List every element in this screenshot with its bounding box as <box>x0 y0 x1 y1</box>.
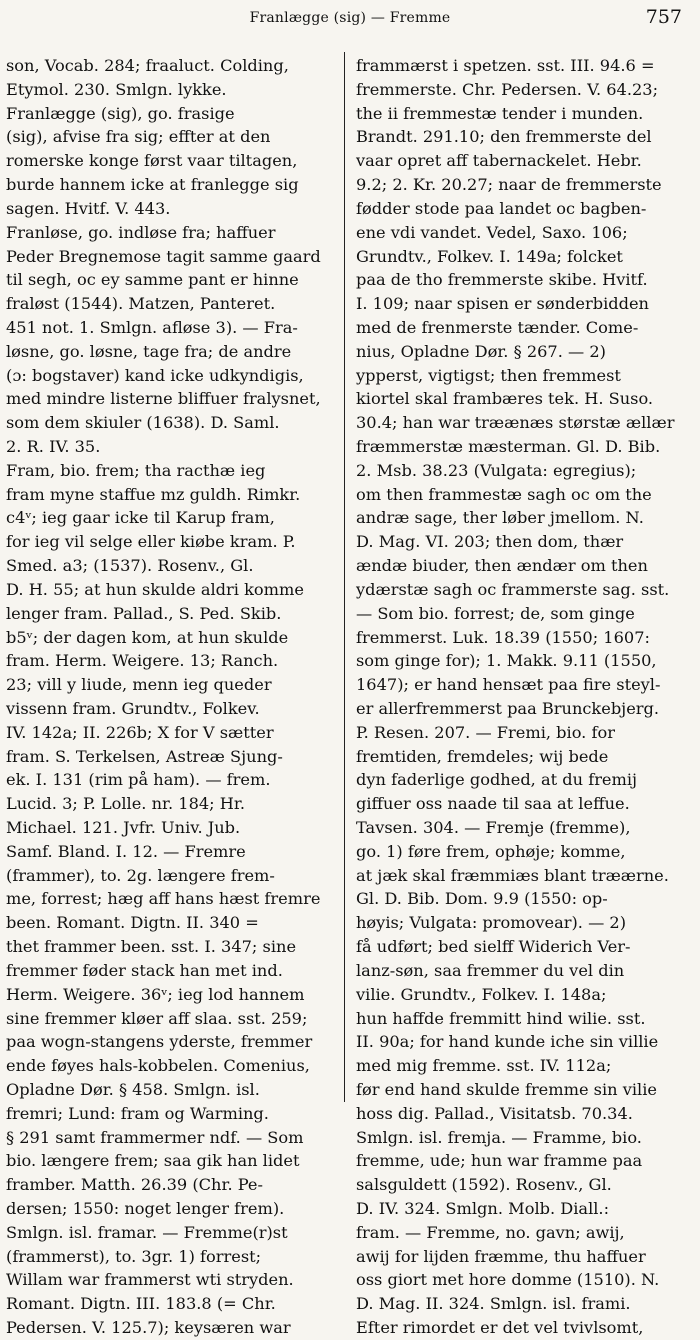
text-line: 1647); er hand hensæt paa fire steyl- <box>356 675 661 695</box>
text-line: Smed. a3; (1537). Rosenv., Gl. <box>6 556 254 576</box>
text-line: c4ᵛ; ieg gaar icke til Karup fram, <box>6 508 275 528</box>
text-line: som dem skiuler (1638). D. Saml. <box>6 413 280 433</box>
text-line: Efter rimordet er det vel tvivlsomt, <box>356 1318 644 1338</box>
text-line: andræ sage, ther løber jmellom. N. <box>356 508 644 528</box>
text-line: Willam war frammerst wti stryden. <box>6 1270 294 1290</box>
page-number: 757 <box>645 6 682 28</box>
text-line: Peder Bregnemose tagit samme gaard <box>6 246 321 266</box>
text-line: Pedersen. V. 125.7); keysæren war <box>6 1318 291 1338</box>
text-line: fræmmerstæ mæsterman. Gl. D. Bib. <box>356 437 661 456</box>
text-line: Opladne Dør. § 458. Smlgn. isl. <box>6 1079 260 1099</box>
text-line: med mig fremme. sst. IV. 112a; <box>356 1056 612 1076</box>
text-line: b5ᵛ; der dagen kom, at hun skulde <box>6 627 289 647</box>
text-line: (sig), afvise fra sig; effter at den <box>6 127 271 147</box>
text-line: burde hannem icke at franlegge sig <box>6 175 299 195</box>
text-line: til segh, oc ey samme pant er hinne <box>6 270 299 290</box>
text-line: fødder stode paa landet oc bagben- <box>356 198 647 218</box>
text-line: Romant. Digtn. III. 183.8 (= Chr. <box>6 1294 276 1314</box>
text-line: dyn faderlige godhed, at du fremij <box>356 770 638 790</box>
text-line: ene vdi vandet. Vedel, Saxo. 106; <box>356 222 628 242</box>
text-line: vaar opret aff tabernackelet. Hebr. <box>356 151 642 171</box>
text-line: go. 1) føre frem, ophøje; komme, <box>356 841 626 861</box>
text-line: D. IV. 324. Smlgn. Molb. Diall.: <box>356 1199 610 1218</box>
text-line: IV. 142a; II. 226b; X for V sætter <box>6 722 274 742</box>
column-divider <box>344 52 345 1102</box>
text-line: me, forrest; hæg aff hans hæst fremre <box>6 889 321 909</box>
text-line: I. 109; naar spisen er sønderbidden <box>356 294 649 314</box>
text-line: fremmerst. Luk. 18.39 (1550; 1607: <box>356 627 650 647</box>
text-line: Smlgn. isl. fremja. — Framme, bio. <box>356 1127 642 1147</box>
text-line: Etymol. 230. Smlgn. lykke. <box>6 79 227 99</box>
text-line: fremmerste. Chr. Pedersen. V. 64.23; <box>356 79 659 99</box>
text-line: med de frenmerste tænder. Come- <box>356 317 639 337</box>
text-line: fremtiden, fremdeles; wij bede <box>356 746 609 766</box>
text-line: ændæ biuder, then ændær om then <box>356 556 648 576</box>
text-line: 9.2; 2. Kr. 20.27; naar de fremmerste <box>356 175 662 195</box>
text-line: med mindre listerne bliffuer fralysnet, <box>6 389 321 409</box>
text-line: awij for lijden fræmme, thu haffuer <box>356 1246 646 1266</box>
text-line: bio. længere frem; saa gik han lidet <box>6 1151 300 1171</box>
text-line: sagen. Hvitf. V. 443. <box>6 198 171 218</box>
text-line: om then frammestæ sagh oc om the <box>356 484 652 504</box>
text-line: Franløse, go. indløse fra; haffuer <box>6 222 276 242</box>
text-line: løsne, go. løsne, tage fra; de andre <box>6 341 292 361</box>
text-line: frammærst i spetzen. sst. III. 94.6 = <box>356 56 655 75</box>
text-line: framber. Matth. 26.39 (Chr. Pe- <box>6 1175 263 1195</box>
text-line: oss giort met hore domme (1510). N. <box>356 1270 660 1290</box>
text-line: D. Mag. II. 324. Smlgn. isl. frami. <box>356 1294 631 1314</box>
text-line: P. Resen. 207. — Fremi, bio. for <box>356 722 615 742</box>
text-line: fram. S. Terkelsen, Astreæ Sjung- <box>6 746 283 766</box>
text-line: at jæk skal fræmmiæs blant træærne. <box>356 865 669 885</box>
text-line: vissenn fram. Grundtv., Folkev. <box>6 698 260 718</box>
text-line: lenger fram. Pallad., S. Ped. Skib. <box>6 603 282 623</box>
text-line: § 291 samt frammermer ndf. — Som <box>6 1127 304 1147</box>
text-line: Gl. D. Bib. Dom. 9.9 (1550: op- <box>356 889 608 909</box>
text-line: fremme, ude; hun war framme paa <box>356 1151 643 1171</box>
text-line: Tavsen. 304. — Fremje (fremme), <box>356 818 631 837</box>
text-line: 23; vill y liude, menn ieg queder <box>6 675 272 695</box>
text-line: Fram, bio. frem; tha racthæ ieg <box>6 460 266 480</box>
text-line: få udført; bed sielff Widerich Ver- <box>356 937 631 957</box>
text-line: giffuer oss naade til saa at leffue. <box>356 794 630 814</box>
text-line: Brandt. 291.10; den fremmerste del <box>356 127 652 147</box>
text-line: Franlægge (sig), go. frasige <box>6 103 235 123</box>
text-line: (frammerst), to. 3gr. 1) forrest; <box>6 1246 262 1266</box>
text-line: son, Vocab. 284; fraaluct. Colding, <box>6 56 289 75</box>
text-line: fraløst (1544). Matzen, Panteret. <box>6 294 276 314</box>
text-line: 2. Msb. 38.23 (Vulgata: egregius); <box>356 460 637 480</box>
text-line: vilie. Grundtv., Folkev. I. 148a; <box>356 984 607 1004</box>
text-line: Samf. Bland. I. 12. — Fremre <box>6 841 246 861</box>
running-header <box>0 6 700 32</box>
text-line: før end hand skulde fremme sin vilie <box>356 1079 657 1099</box>
text-line: sine fremmer kløer aff slaa. sst. 259; <box>6 1008 308 1028</box>
text-line: the ii fremmestæ tender i munden. <box>356 103 644 123</box>
text-line: Lucid. 3; P. Lolle. nr. 184; Hr. <box>6 794 245 814</box>
text-line: fram myne staffue mz guldh. Rimkr. <box>6 484 301 504</box>
text-line: Michael. 121. Jvfr. Univ. Jub. <box>6 818 241 837</box>
text-line: fram. — Fremme, no. gavn; awij, <box>356 1222 625 1242</box>
text-line: ydærstæ sagh oc frammerste sag. sst. <box>356 579 670 599</box>
left-column <box>6 54 334 1338</box>
text-line: fram. Herm. Weigere. 13; Ranch. <box>6 651 279 671</box>
text-line: romerske konge først vaar tiltagen, <box>6 151 298 171</box>
text-line: ende føyes hals-kobbelen. Comenius, <box>6 1056 310 1076</box>
text-line: dersen; 1550: noget lenger frem). <box>6 1199 285 1218</box>
text-line: Smlgn. isl. framar. — Fremme(r)st <box>6 1222 288 1242</box>
text-line: nius, Opladne Dør. § 267. — 2) <box>356 341 606 361</box>
text-line: for ieg vil selge eller kiøbe kram. P. <box>6 532 296 552</box>
text-line: 451 not. 1. Smlgn. afløse 3). — Fra- <box>6 317 298 337</box>
text-line: ek. I. 131 (rim på ham). — frem. <box>6 770 271 790</box>
text-line: kiortel skal frambæres tek. H. Suso. <box>356 389 654 409</box>
text-line: som ginge for); 1. Makk. 9.11 (1550, <box>356 651 657 671</box>
text-line: paa de tho fremmerste skibe. Hvitf. <box>356 270 648 290</box>
text-line: høyis; Vulgata: promovear). — 2) <box>356 913 627 933</box>
text-line: (ɔ: bogstaver) kand icke udkyndigis, <box>6 365 304 385</box>
text-line: paa wogn-stangens yderste, fremmer <box>6 1032 313 1052</box>
text-line: er allerfremmerst paa Brunckebjerg. <box>356 698 660 718</box>
text-line: 30.4; han war træænæs størstæ ællær <box>356 413 675 433</box>
text-line: II. 90a; for hand kunde iche sin villie <box>356 1032 659 1052</box>
header-title: Franlægge (sig) — Fremme <box>249 10 451 26</box>
text-line: thet frammer been. sst. I. 347; sine <box>6 937 297 957</box>
text-line: fremri; Lund: fram og Warming. <box>6 1103 269 1123</box>
text-line: salsguldett (1592). Rosenv., Gl. <box>356 1175 612 1195</box>
text-line: lanz-søn, saa fremmer du vel din <box>356 960 625 980</box>
text-line: hoss dig. Pallad., Visitatsb. 70.34. <box>356 1103 633 1123</box>
text-line: fremmer føder stack han met ind. <box>6 960 283 980</box>
text-line: Grundtv., Folkev. I. 149a; folcket <box>356 246 623 266</box>
text-line: D. Mag. VI. 203; then dom, thær <box>356 532 624 552</box>
text-line: ypperst, vigtigst; then fremmest <box>356 365 621 385</box>
right-column <box>356 54 684 1338</box>
text-line: been. Romant. Digtn. II. 340 = <box>6 913 259 933</box>
text-line: — Som bio. forrest; de, som ginge <box>356 603 635 623</box>
text-line: D. H. 55; at hun skulde aldri komme <box>6 579 304 599</box>
text-line: (frammer), to. 2g. længere frem- <box>6 865 275 885</box>
text-line: 2. R. IV. 35. <box>6 437 101 456</box>
text-line: hun haffde fremmitt hind wilie. sst. <box>356 1008 646 1028</box>
text-line: Herm. Weigere. 36ᵛ; ieg lod hannem <box>6 984 305 1004</box>
